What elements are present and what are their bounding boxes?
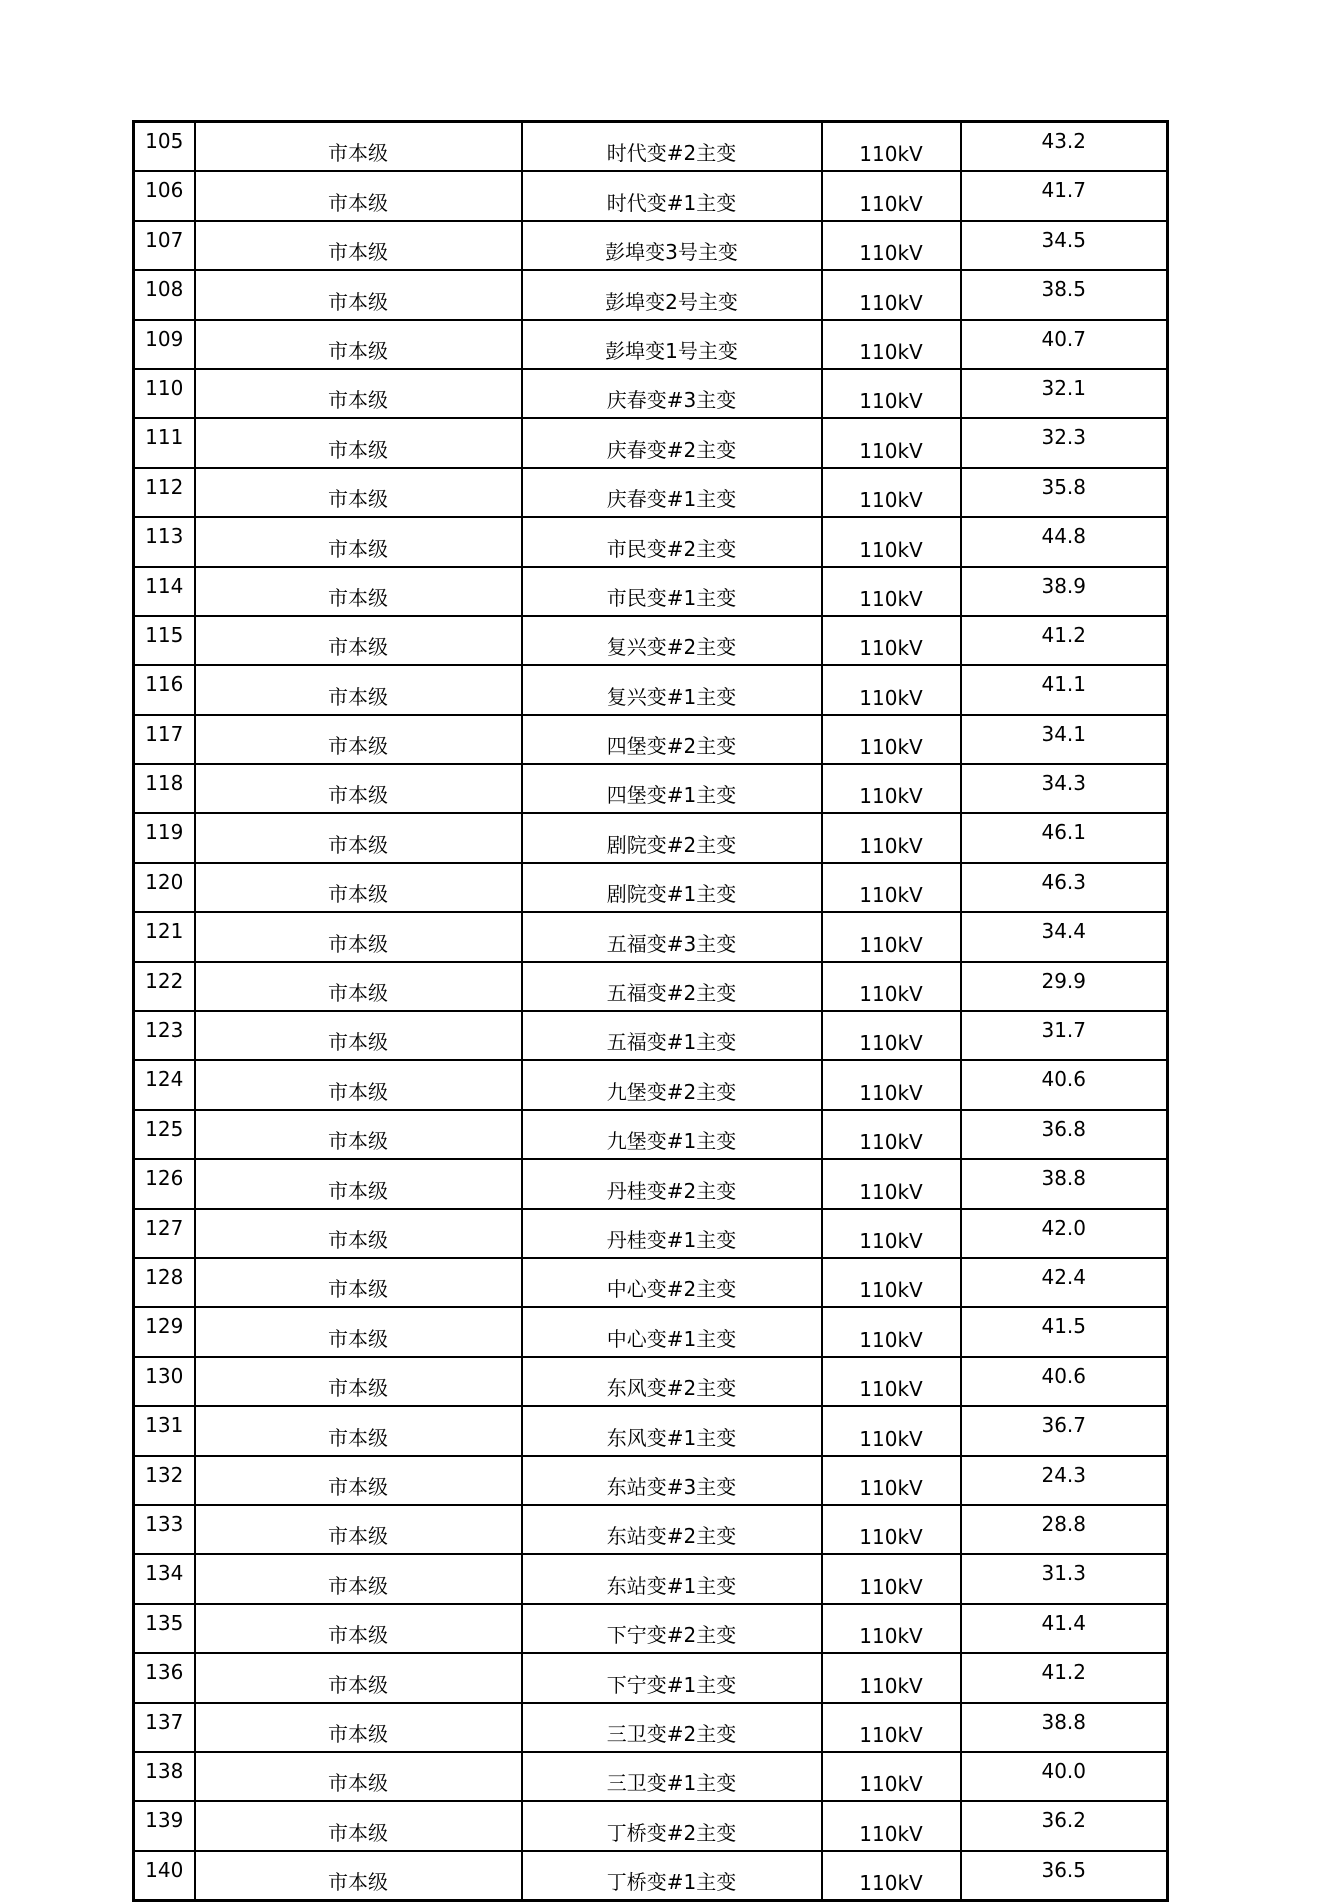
voltage-cell: 110kV [822,1505,961,1554]
load-value-cell: 42.0 [961,1209,1168,1258]
row-number-cell: 109 [134,320,195,369]
transformer-name-cell: 复兴变#1主变 [522,665,822,714]
row-number-cell: 127 [134,1209,195,1258]
row-number-cell: 124 [134,1060,195,1109]
load-value-cell: 31.3 [961,1554,1168,1603]
transformer-name-cell: 时代变#2主变 [522,122,822,172]
load-value-cell: 34.4 [961,912,1168,961]
transformer-name-cell: 四堡变#1主变 [522,764,822,813]
transformer-name-cell: 彭埠变3号主变 [522,221,822,270]
transformer-name-cell: 剧院变#1主变 [522,863,822,912]
voltage-cell: 110kV [822,1209,961,1258]
voltage-cell: 110kV [822,863,961,912]
row-number-cell: 113 [134,517,195,566]
document-page [132,120,1166,1902]
transformer-name-cell: 九堡变#2主变 [522,1060,822,1109]
transformer-name-cell: 东站变#3主变 [522,1456,822,1505]
row-number-cell: 115 [134,616,195,665]
admin-level-cell: 市本级 [195,1653,522,1702]
table-row [134,1011,1168,1060]
table-row [134,813,1168,862]
table-row [134,1307,1168,1356]
table-row [134,715,1168,764]
row-number-cell: 125 [134,1110,195,1159]
table-body [134,122,1168,1901]
voltage-cell: 110kV [822,1011,961,1060]
row-number-cell: 119 [134,813,195,862]
admin-level-cell: 市本级 [195,764,522,813]
transformer-name-cell: 市民变#1主变 [522,567,822,616]
row-number-cell: 120 [134,863,195,912]
load-value-cell: 32.3 [961,418,1168,467]
load-value-cell: 46.1 [961,813,1168,862]
row-number-cell: 114 [134,567,195,616]
transformer-name-cell: 中心变#2主变 [522,1258,822,1307]
table-row [134,468,1168,517]
voltage-cell: 110kV [822,1604,961,1653]
load-value-cell: 41.1 [961,665,1168,714]
load-value-cell: 41.4 [961,1604,1168,1653]
load-value-cell: 44.8 [961,517,1168,566]
row-number-cell: 135 [134,1604,195,1653]
admin-level-cell: 市本级 [195,1110,522,1159]
voltage-cell: 110kV [822,122,961,172]
row-number-cell: 132 [134,1456,195,1505]
admin-level-cell: 市本级 [195,1011,522,1060]
load-value-cell: 38.8 [961,1159,1168,1208]
admin-level-cell: 市本级 [195,1505,522,1554]
admin-level-cell: 市本级 [195,1406,522,1455]
admin-level-cell: 市本级 [195,1258,522,1307]
admin-level-cell: 市本级 [195,320,522,369]
table-row [134,1554,1168,1603]
load-value-cell: 34.5 [961,221,1168,270]
voltage-cell: 110kV [822,764,961,813]
table-row [134,1209,1168,1258]
row-number-cell: 136 [134,1653,195,1702]
transformer-name-cell: 丹桂变#1主变 [522,1209,822,1258]
table-row [134,1258,1168,1307]
load-value-cell: 35.8 [961,468,1168,517]
row-number-cell: 128 [134,1258,195,1307]
voltage-cell: 110kV [822,1554,961,1603]
load-value-cell: 40.6 [961,1357,1168,1406]
admin-level-cell: 市本级 [195,1851,522,1901]
table-row [134,221,1168,270]
voltage-cell: 110kV [822,1406,961,1455]
voltage-cell: 110kV [822,270,961,319]
load-value-cell: 41.2 [961,1653,1168,1702]
transformer-name-cell: 东站变#2主变 [522,1505,822,1554]
transformer-name-cell: 庆春变#2主变 [522,418,822,467]
load-value-cell: 43.2 [961,122,1168,172]
table-row [134,418,1168,467]
load-value-cell: 36.8 [961,1110,1168,1159]
transformer-name-cell: 彭埠变1号主变 [522,320,822,369]
row-number-cell: 140 [134,1851,195,1901]
load-value-cell: 38.5 [961,270,1168,319]
table-row [134,1505,1168,1554]
admin-level-cell: 市本级 [195,1604,522,1653]
table-row [134,1110,1168,1159]
table-row [134,962,1168,1011]
table-row [134,270,1168,319]
row-number-cell: 138 [134,1752,195,1801]
transformer-name-cell: 五福变#2主变 [522,962,822,1011]
table-row [134,171,1168,220]
row-number-cell: 123 [134,1011,195,1060]
table-row [134,1752,1168,1801]
table-row [134,1653,1168,1702]
transformer-name-cell: 下宁变#1主变 [522,1653,822,1702]
transformer-name-cell: 三卫变#1主变 [522,1752,822,1801]
admin-level-cell: 市本级 [195,418,522,467]
voltage-cell: 110kV [822,962,961,1011]
load-value-cell: 31.7 [961,1011,1168,1060]
row-number-cell: 130 [134,1357,195,1406]
row-number-cell: 118 [134,764,195,813]
load-value-cell: 34.1 [961,715,1168,764]
table-row [134,369,1168,418]
row-number-cell: 121 [134,912,195,961]
admin-level-cell: 市本级 [195,270,522,319]
voltage-cell: 110kV [822,468,961,517]
transformer-name-cell: 东风变#1主变 [522,1406,822,1455]
load-value-cell: 38.8 [961,1703,1168,1752]
voltage-cell: 110kV [822,320,961,369]
load-value-cell: 32.1 [961,369,1168,418]
load-value-cell: 34.3 [961,764,1168,813]
table-row [134,1851,1168,1901]
load-value-cell: 40.0 [961,1752,1168,1801]
transformer-name-cell: 庆春变#1主变 [522,468,822,517]
transformer-name-cell: 丁桥变#2主变 [522,1801,822,1850]
voltage-cell: 110kV [822,1703,961,1752]
transformer-name-cell: 丹桂变#2主变 [522,1159,822,1208]
load-value-cell: 28.8 [961,1505,1168,1554]
load-value-cell: 36.5 [961,1851,1168,1901]
row-number-cell: 107 [134,221,195,270]
transformer-name-cell: 复兴变#2主变 [522,616,822,665]
transformer-name-cell: 彭埠变2号主变 [522,270,822,319]
admin-level-cell: 市本级 [195,962,522,1011]
table-row [134,1060,1168,1109]
admin-level-cell: 市本级 [195,813,522,862]
admin-level-cell: 市本级 [195,567,522,616]
transformer-name-cell: 三卫变#2主变 [522,1703,822,1752]
table-row [134,517,1168,566]
row-number-cell: 129 [134,1307,195,1356]
table-row [134,567,1168,616]
transformer-name-cell: 丁桥变#1主变 [522,1851,822,1901]
voltage-cell: 110kV [822,1653,961,1702]
transformer-name-cell: 下宁变#2主变 [522,1604,822,1653]
admin-level-cell: 市本级 [195,1209,522,1258]
admin-level-cell: 市本级 [195,1752,522,1801]
voltage-cell: 110kV [822,715,961,764]
load-value-cell: 36.7 [961,1406,1168,1455]
transformer-name-cell: 时代变#1主变 [522,171,822,220]
load-value-cell: 41.2 [961,616,1168,665]
voltage-cell: 110kV [822,1357,961,1406]
row-number-cell: 108 [134,270,195,319]
row-number-cell: 139 [134,1801,195,1850]
voltage-cell: 110kV [822,1801,961,1850]
admin-level-cell: 市本级 [195,912,522,961]
table-row [134,1703,1168,1752]
table-row [134,863,1168,912]
row-number-cell: 105 [134,122,195,172]
load-value-cell: 38.9 [961,567,1168,616]
table-row [134,1801,1168,1850]
voltage-cell: 110kV [822,665,961,714]
voltage-cell: 110kV [822,369,961,418]
voltage-cell: 110kV [822,912,961,961]
row-number-cell: 133 [134,1505,195,1554]
voltage-cell: 110kV [822,1851,961,1901]
voltage-cell: 110kV [822,567,961,616]
load-value-cell: 41.5 [961,1307,1168,1356]
table-row [134,616,1168,665]
admin-level-cell: 市本级 [195,369,522,418]
load-value-cell: 40.7 [961,320,1168,369]
voltage-cell: 110kV [822,1258,961,1307]
voltage-cell: 110kV [822,517,961,566]
transformer-name-cell: 市民变#2主变 [522,517,822,566]
voltage-cell: 110kV [822,418,961,467]
row-number-cell: 112 [134,468,195,517]
row-number-cell: 131 [134,1406,195,1455]
admin-level-cell: 市本级 [195,665,522,714]
transformer-name-cell: 中心变#1主变 [522,1307,822,1356]
admin-level-cell: 市本级 [195,517,522,566]
table-row [134,764,1168,813]
voltage-cell: 110kV [822,616,961,665]
transformer-name-cell: 五福变#1主变 [522,1011,822,1060]
transformer-name-cell: 五福变#3主变 [522,912,822,961]
table-row [134,1159,1168,1208]
admin-level-cell: 市本级 [195,1159,522,1208]
admin-level-cell: 市本级 [195,171,522,220]
admin-level-cell: 市本级 [195,221,522,270]
row-number-cell: 116 [134,665,195,714]
row-number-cell: 117 [134,715,195,764]
table-row [134,1604,1168,1653]
transformer-name-cell: 庆春变#3主变 [522,369,822,418]
load-value-cell: 42.4 [961,1258,1168,1307]
row-number-cell: 111 [134,418,195,467]
table-row [134,1406,1168,1455]
row-number-cell: 122 [134,962,195,1011]
row-number-cell: 110 [134,369,195,418]
transformer-name-cell: 东站变#1主变 [522,1554,822,1603]
table-row [134,1456,1168,1505]
transformer-name-cell: 东风变#2主变 [522,1357,822,1406]
admin-level-cell: 市本级 [195,122,522,172]
row-number-cell: 126 [134,1159,195,1208]
table-row [134,1357,1168,1406]
table-row [134,320,1168,369]
transformer-name-cell: 剧院变#2主变 [522,813,822,862]
voltage-cell: 110kV [822,1060,961,1109]
voltage-cell: 110kV [822,813,961,862]
row-number-cell: 106 [134,171,195,220]
admin-level-cell: 市本级 [195,1801,522,1850]
table-row [134,912,1168,961]
admin-level-cell: 市本级 [195,1307,522,1356]
admin-level-cell: 市本级 [195,1554,522,1603]
admin-level-cell: 市本级 [195,1703,522,1752]
row-number-cell: 137 [134,1703,195,1752]
admin-level-cell: 市本级 [195,1357,522,1406]
voltage-cell: 110kV [822,1752,961,1801]
admin-level-cell: 市本级 [195,1060,522,1109]
voltage-cell: 110kV [822,171,961,220]
load-value-cell: 29.9 [961,962,1168,1011]
voltage-cell: 110kV [822,1110,961,1159]
voltage-cell: 110kV [822,1159,961,1208]
voltage-cell: 110kV [822,1456,961,1505]
table-row [134,665,1168,714]
voltage-cell: 110kV [822,1307,961,1356]
admin-level-cell: 市本级 [195,863,522,912]
admin-level-cell: 市本级 [195,1456,522,1505]
admin-level-cell: 市本级 [195,616,522,665]
load-value-cell: 40.6 [961,1060,1168,1109]
transformer-load-table [132,120,1169,1902]
load-value-cell: 24.3 [961,1456,1168,1505]
load-value-cell: 46.3 [961,863,1168,912]
table-row [134,122,1168,172]
transformer-name-cell: 四堡变#2主变 [522,715,822,764]
load-value-cell: 36.2 [961,1801,1168,1850]
load-value-cell: 41.7 [961,171,1168,220]
admin-level-cell: 市本级 [195,468,522,517]
admin-level-cell: 市本级 [195,715,522,764]
voltage-cell: 110kV [822,221,961,270]
transformer-name-cell: 九堡变#1主变 [522,1110,822,1159]
row-number-cell: 134 [134,1554,195,1603]
